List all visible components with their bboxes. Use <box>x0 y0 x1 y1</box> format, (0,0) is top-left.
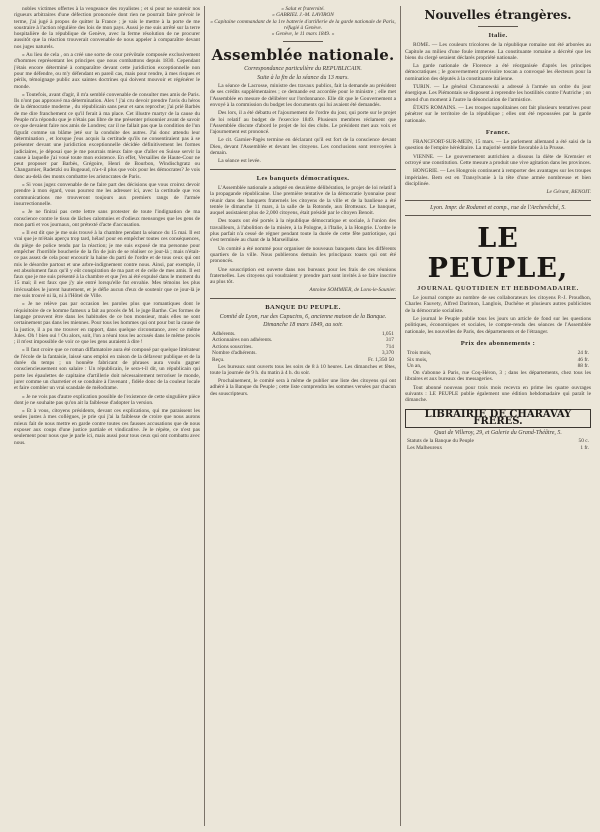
france-paragraph: FRANCFORT-SUR-MEIN, 15 mars. — Le parlement allemand a été saisi de la question de l'empire héréditaire. La majorité semble favorable à la Prusse. <box>405 139 591 152</box>
banquets-title: Les banquets démocratiques. <box>256 174 350 182</box>
le-peuple-subtitle: JOURNAL QUOTIDIEN ET HEBDOMADAIRE. <box>417 284 579 292</box>
italie-paragraph: La garde nationale de Florence a été réorganisée d'après les principes démocratiques ; le gouvernement provisoire toscan a convoqué les électeurs pour la nomination des députés à la constituante italienne. <box>405 63 591 82</box>
table-row <box>405 438 591 445</box>
row-label: Les Malheureux <box>407 444 443 451</box>
letter-paragraph: « Et à vous, citoyens présidents, devant ces explications, qui me paraissent les seules justes à mes collègues, je prie qui j'ai la faiblesse de croire que nous aurons mieux fait de nous mettre en garde contre toutes ces fausses accusations que de nous exposer aux coups d'une justice partiale et vindicative. Je le répète, ce n'est pas seulement pour nous que je parle ici, mais aussi pour tous ceux qui ont combattu avec nous. <box>14 408 200 446</box>
prix-paragraph: Tout abonné nouveau pour trois mois recevra en prime les quatre ouvrages suivants : LE PEUPLE publie également une édition hebdomadaire qui paraît le dimanche. <box>405 384 591 404</box>
row-label: Un an, <box>407 363 422 370</box>
le-peuple-title: LE PEUPLE, <box>427 222 569 284</box>
gerant-signature: Le Gérant, BENOIT. <box>546 189 591 196</box>
row-label: Reçu. <box>212 356 225 363</box>
italie-title: Italie. <box>488 32 508 39</box>
row-value: Fr. 1,350 50 <box>367 356 394 363</box>
divider <box>210 169 396 170</box>
row-label: Trois mois, <box>407 350 432 357</box>
banque-title: BANQUE DU PEUPLE. <box>265 303 341 311</box>
column-2 <box>210 6 396 826</box>
row-label: Six mois, <box>407 356 428 363</box>
letter-paragraph: « Si vous jugez convenable de ne faire part des décisions que vous croirez devoir prendre à mon égard, vous pourrez me les adresser ici, avec la certitude que vos communications me trouveront toujours aux premiers rangs de l'armée insurrectionnelle. <box>14 182 200 207</box>
banquet-paragraph: L'Assemblée nationale a adopté en deuxième délibération, le projet de loi relatif à la propagande républicaine. Une première tentative de la démocratie lyonnaise pour réunir dans des banquets fraternels les citoyens de la ville et de la banlieue a été tentée le dimanche 11 mars, à la salle de la Rotonde, aux Brotteaux. Le banquet, auquel assistaient plus de 2,000 citoyens, était présidé par le citoyen Benoit. <box>210 184 396 217</box>
table-row <box>405 445 591 452</box>
librairie-title: LIBRAIRIE DE CHARAVAY FRÈRES. <box>405 409 591 428</box>
row-label: Actions souscrites. <box>212 343 253 350</box>
assemblee-paragraph: La séance de Lacrosse, ministre des travaux publics, fait la demande au président de ses crédits supplémentaires ; ce demande est accordée pour le ministre ; elle met l'Assemblée en mesure de délibérer sur l'ordonnance. Elle dit que le Gouvernement a envoyé à la commission du budget les documents qui lui avaient été demandés. <box>210 83 396 108</box>
row-label: Nombre d'adhérents. <box>212 350 257 357</box>
column-rule <box>204 6 205 826</box>
librairie-table <box>405 438 591 451</box>
divider <box>405 200 591 201</box>
letter-paragraph: « Au lieu de cela , on a créé une sorte de cour prévôtale composée exclusivement d'hommes représentant les principes que nous combattons depuis 1830. Cependant j'étais encore déterminé à comparaître devant cette juridiction exceptionnelle non pour me défendre, ou m'y défendant en pareil cas, mais pour rendre, à mes risques et périls, témoignage public aux saintes doctrines qui doivent mouvoir et régénérer le monde. <box>14 52 200 90</box>
assemblee-paragraph: La séance est levée. <box>218 158 261 165</box>
assemblee-date: Suite à la fin de la séance du 13 mars. <box>257 74 349 81</box>
divider <box>210 298 396 299</box>
banque-table <box>210 331 396 364</box>
assemblee-paragraph: Des lors, il a été débattu et l'ajournement de l'ordre du jour, qui porte sur le projet de loi relatif au budget de l'exercice 1849. Plusieurs membres réclament que l'Assemblée discute d'abord le projet de loi des clubs. Le président met aux voix et l'ajournement est prononcé. <box>210 110 396 136</box>
row-label: Actionnaires non adhérents. <box>212 337 273 344</box>
row-value: 88 fr. <box>577 363 589 370</box>
banquet-paragraph: Des toasts ont été portés à la république démocratique et sociale, à l'union des travailleurs, à l'abolition de la misère, à la Pologne, à l'Italie, à la Hongrie. L'ordre le plus parfait n'a cessé de régner pendant toute la durée de cette fête patriotique, qui s'est terminée au chant de la Marseillaise. <box>210 218 396 244</box>
row-value: 24 fr. <box>577 350 589 357</box>
row-value: 1 fr. <box>580 444 589 451</box>
column-rule <box>400 6 401 826</box>
banquet-paragraph: Une souscription est ouverte dans nos bureaux pour les frais de ces réunions fraternelles. Les citoyens qui voudraient y prendre part sont invités à se faire inscrire au plus tôt. <box>210 266 396 286</box>
letter-paragraph: « Il est dit que je me suis trouvé à la chambre pendant la séance du 15 mai. Il est vrai que je m'étais aperçu trop tard, hélas! pour en empêcher toutes ces conséquences, du piège de police tendu par la réaction; je me suis exposé de ma personne pour empêcher l'horrible boucherie de la fin de juin de se réaliser ce jour-là ; mais n'était-ce pas assez de cela pour encourir la haine du parti de l'ordre et de tous ceux qui ont mis le désordre partout et une arbre-indignement contre nous. Ainsi, par exemple, il est absolument faux qu'il y eût conspiration de ma part et de celle de mes amis. Il est faux que je me suis présenté à la chambre et que j'en ai été expulsé dans le moment du 15 mai; il est faux que j'y aie entré lorsqu'elle fut envahie. Mes témoins les plus irrécusables le jurent hautement, et je défie aucun d'eux de soutenir que ce jour-là je me suis trouvé ni là, ni à l'Hôtel de Ville. <box>14 230 200 300</box>
letter-paragraph: « Je ne vois pas d'autre explication possible de l'existence de cette singulière pièce dont je ne souhaite pas qu'on ait la faiblesse d'adopter la version. <box>14 393 200 406</box>
nouvelles-title: Nouvelles étrangères. <box>424 8 572 22</box>
row-label: Statuts de la Banque du Peuple <box>407 438 474 445</box>
divider <box>405 215 591 216</box>
prix-paragraph: On s'abonne à Paris, rue Coq-Héron, 3 ; dans les départements, chez tous les libraires et aux bureaux des messageries. <box>405 369 591 383</box>
table-row <box>210 350 396 357</box>
librairie-address: Quai de Villeroy, 29, et Galerie du Grand-Théâtre, 5. <box>434 430 562 437</box>
banque-paragraph: Prochainement, le comité sera à même de publier une liste des citoyens qui ont adhéré à la Banque du Peuple ; cette liste comprendra les sommes versées par chacun des souscripteurs. <box>210 378 396 397</box>
row-value: 46 fr. <box>577 356 589 363</box>
letter-paragraph: « Je ne finirai pas cette lettre sans protester de toute l'indignation de ma conscience contre le tissu de lâches calomnies et d'odieux mensonges que les gens de mon parti et vos journaux, ont prétexté d'acte d'accusation. <box>14 209 200 228</box>
divider <box>478 26 518 27</box>
italie-paragraph: ROME. — Les couleurs tricolores de la république romaine ont été arborées au Capitole au milieu d'une foule immense. La constituante romaine a décrété que les biens du clergé seraient déclarés propriété nationale. <box>405 42 591 61</box>
france-title: France. <box>485 128 511 136</box>
imprimerie-line: Lyon. Impr. de Rodanet et comp., rue de l'Archevêché, 5. <box>430 204 566 211</box>
assemblee-subtitle: Correspondance particulière du REPUBLICAIN. <box>244 66 362 73</box>
table-row <box>405 357 591 364</box>
table-row <box>210 357 396 364</box>
row-value: 714 <box>385 343 394 350</box>
banque-date: Dimanche 18 mars 1849, au soir. <box>263 322 343 329</box>
row-value: 50 c. <box>578 438 589 445</box>
row-value: 3,370 <box>381 350 394 357</box>
italie-paragraph: ÉTATS ROMAINS. — Les troupes napolitaines ont fait plusieurs tentatives pour pénétrer sur le territoire de la république ; elles ont été repoussées par la garde nationale. <box>405 104 591 124</box>
banque-subtitle: Comité de Lyon, rue des Capucins, 6, ancienne maison de la Banque. <box>219 313 387 320</box>
france-paragraph: VIENNE. — Le gouvernement autrichien a dissous la diète de Kremsier et octroyé une constitution. Cette mesure a produit une vive agitation dans les provinces. <box>405 153 591 167</box>
row-value: 317 <box>385 337 394 344</box>
column-1 <box>14 6 200 826</box>
prix-table <box>405 350 591 370</box>
peuple-paragraph: Le journal le Peuple publie tous les jours un article de fond sur les questions politiques, économiques et sociales, le compte-rendu des séances de l'Assemblée nationale, les nouvelles de Paris, des départements et de l'étranger. <box>405 316 591 335</box>
table-row <box>210 344 396 351</box>
prix-title: Prix des abonnements : <box>460 339 536 347</box>
table-row <box>405 363 591 370</box>
letter-paragraph: nobles victimes offertes à la vengeance des royalistes ; et si pour ne soutenir nos rigueurs arbitraires d'une défection prononcée dont rien ne pourrait faire prévoir le terme, j'ai jugé à propos de quitter la France ; je vais le mettre à la porte de me soustraire à l'action régulière des lois de mon pays. Aussi je me suis arrêté sur la terre hospitalière de la république de Genève, avec la ferme résolution de ne procurer aussitôt que la réaction trouverait convenable de nous appeler à comparaître devant nos juges naturels. <box>14 6 200 50</box>
column-3 <box>405 6 591 826</box>
table-row <box>210 331 396 338</box>
france-paragraph: HONGRIE. — Les Hongrois continuent à remporter des avantages sur les troupes impériales. Bem est en Transylvanie à la tête d'une armée nombreuse et bien disciplinée. <box>405 168 591 187</box>
table-row <box>405 350 591 357</box>
divider <box>283 41 323 42</box>
letter-paragraph: « Toutefois, avant d'agir, il m'a semblé convenable de consulter mes amis de Paris. Ils n'ont pas approuvé ma détermination. Alex ! j'ai cru devoir prendre l'avis du héros de la démocratie moderne , du républicain sans peur et sans reproche; j'ai prié Barbès de me dire franchement ce qu'il ferait à ma place. Cet illustre martyr de la cause du Peuple m'a répondu que je n'étais pas libre de me présenter prisonnier avant de savoir ce que devaient faire nos amis de Londres; car il ne fallait pas que la condition de l'un figurât comme un blâme jeté sur la conduite des autres. J'ai donc attendu leur détermination , et lorsque j'eus acquis la certitude qu'ils ne consentiraient pas à se présenter devant une juridiction exceptionnelle décidée définitivement les formes judiciaires, je déposai que je me pourrais mieux faire que d'aller en Suisse servir la cause à laquelle j'ai voué toute mon existence. En effet, Versailles de Haute-Cour ne peut proposer par Barbès, Grégoire, Henri de Bourbon, Windischgratz ou Changarnier, Radetzki ou Bugeaud, n'a-t-il plus que voix pour les démocrates? Je vois donc au-delà des monts combattre les aristocrates de Paris. <box>14 91 200 180</box>
italie-paragraph: TURIN. — Le général Chrzanowski a adressé à l'armée un ordre du jour énergique. Les Piémontais se disposent à reprendre les hostilités contre l'Autriche ; on attend d'un moment à l'autre la dénonciation de l'armistice. <box>405 84 591 103</box>
table-row <box>210 337 396 344</box>
banquet-signature: Antoine SOMMIER, de Lons-le-Saunier. <box>309 287 396 294</box>
assemblee-title: Assemblée nationale. <box>211 46 395 65</box>
letter-paragraph: « Je ne relève pas par occasion les paroles plus que romantiques dont le réquisitoire de ce homme fameux a fait au procès de M. le juge Barthe. Ces formes de langage prouvent être dans les habitudes de ce bon monsieur, mais elles ne sont certainement pas dans les miennes. Pour tous les hommes qui ont pour but la cause de la justice, il a pu me trouver en rapport, dans quelque circonstance, avec ce même Jules. Oh ! bien oui ! Ou alors, soit, l'on a réuni tous les accusés dans le même procès ; il m'est impossible de voir ce que les gens auraient à dire ! <box>14 301 200 346</box>
peuple-paragraph: Le journal compte au nombre de ses collaborateurs les citoyens P.-J. Proudhon, Charles Fauvety, Alfred Darimon, Langlois, Duchêne et plusieurs autres publicistes de la démocratie socialiste. <box>405 295 591 314</box>
banque-paragraph: Les bureaux sont ouverts tous les soirs de 8 à 10 heures. Les dimanches et fêtes, toute la journée de 9 h. du matin à 4 h. du soir. <box>210 363 396 376</box>
banquet-paragraph: Un comité a été nommé pour organiser de nouveaux banquets dans les différents quartiers de la ville. Nous publierons demain les principaux toasts qui ont été prononcés. <box>210 245 396 265</box>
row-value: 1,051 <box>381 330 394 337</box>
row-label: Adhérents. <box>212 330 236 337</box>
letter-closing: « Salut et fraternité. « GABRIEL J.-M. LAVIRON « Capitaine commandant de la 1re batterie d'artillerie de la garde nationale de Paris, réfugié à Genève. « Genève, le 11 mars 1849. » <box>210 6 396 38</box>
letter-paragraph: « Il faut croire que ce roman diffamatoire aura été composé par quelque littérateur de l'école de la fantaisie, laissé sans emploi en raison de la défaveur publique et de la durée du temps ; un honnête fabricant de phrases aura voulu gagner consciencieusement son salaire : Un républicain, le sera-t-il dit, un républicain qui porte les épaulettes de capitaine d'artillerie doit nécessairement terroriser le monde, jurer comme un charretier et se conduire à l'avenant , fidèle donc de la couleur locale et faire combler un vrai scandale de mélodrame. <box>14 347 200 392</box>
assemblee-paragraph: Le cit. Garnier-Pagès termine en déclarant qu'il est fort de la conscience devant Dieu, devant l'Assemblée et devant les citoyens. Les conclusions sont renvoyées à demain. <box>210 137 396 157</box>
